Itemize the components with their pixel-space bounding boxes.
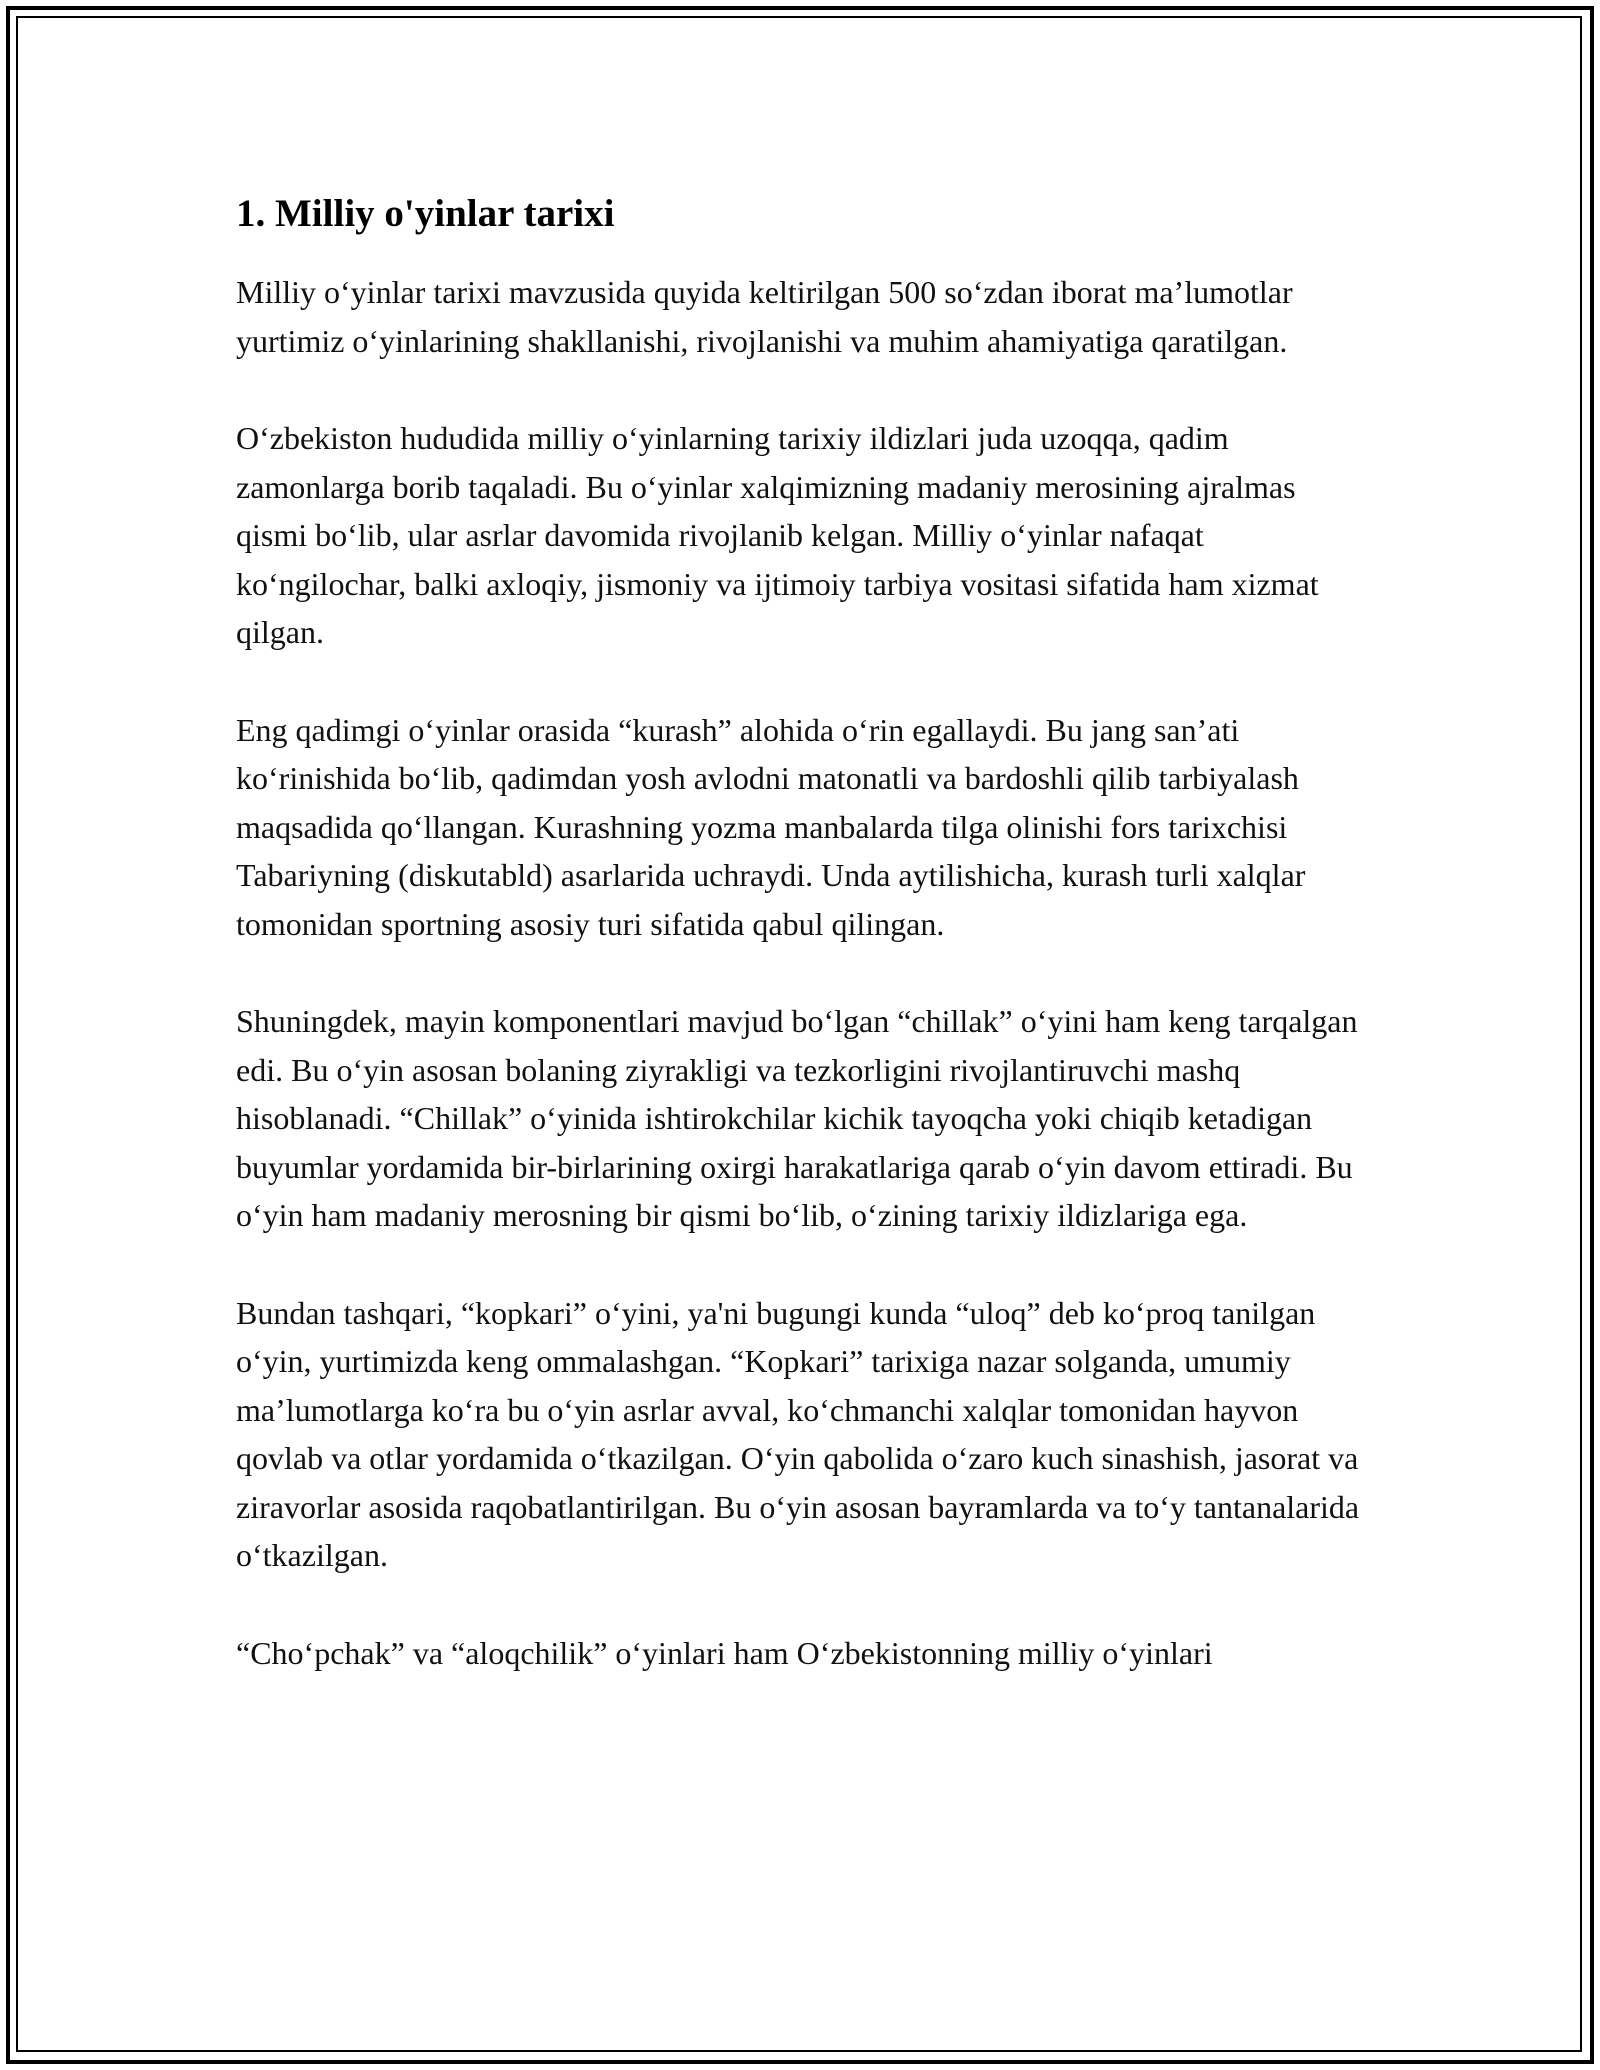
paragraph-intro: Milliy o‘yinlar tarixi mavzusida quyida keltirilgan 500 so‘zdan iborat ma’lumotlar yurtimiz o‘yinlarining shakllanishi, rivojlanishi va muhim ahamiyatiga qaratilgan. xyxy=(236,274,1293,359)
paragraph-kurash: Eng qadimgi o‘yinlar orasida “kurash” alohida o‘rin egallaydi. Bu jang san’ati ko‘rinishida bo‘lib, qadimdan yosh avlodni matonatli va bardoshli qilib tarbiyalash maqsadida qo‘llangan. Kurashning yozma manbalarda tilga olinishi fors tarixchisi Tabariyning (diskutabld) asarlarida uchraydi. Unda aytilishicha, kurash turli xalqlar tomonidan sportning asosiy turi sifatida qabul qilingan. xyxy=(236,711,1306,942)
paragraph-chillak: Shuningdek, mayin komponentlari mavjud bo‘lgan “chillak” o‘yini ham keng tarqalgan edi. Bu o‘yin asosan bolaning ziyrakligi va tezkorligini rivojlantiruvchi mashq hisoblanadi. “Chillak” o‘yinida ishtirokchilar kichik tayoqcha yoki chiqib ketadigan buyumlar yordamida bir-birlarining oxirgi harakatlariga qarab o‘yin davom ettiradi. Bu o‘yin ham madaniy merosning bir qismi bo‘lib, o‘zining tarixiy ildizlariga ega. xyxy=(236,1003,1358,1233)
paragraph-kopkari: Bundan tashqari, “kopkari” o‘yini, ya'ni bugungi kunda “uloq” deb ko‘proq tanilgan o‘yin, yurtimizda keng ommalashgan. “Kopkari” tarixiga nazar solganda, umumiy ma’lumotlarga ko‘ra bu o‘yin asrlar avval, ko‘chmanchi xalqlar tomonidan hayvon qovlab va otlar yordamida o‘tkazilgan. O‘yin qabolida o‘zaro kuch sinashish, jasorat va ziravorlar asosida raqobatlantirilgan. Bu o‘yin asosan bayramlarda va to‘y tantanalarida o‘tkazilgan. xyxy=(236,1294,1360,1573)
paragraph-chopchak: “Cho‘pchak” va “aloqchilik” o‘yinlari ham O‘zbekistonning milliy o‘yinlari xyxy=(236,1634,1213,1671)
paragraph-history-roots: O‘zbekiston hududida milliy o‘yinlarning tarixiy ildizlari juda uzoqqa, qadim zamonlarga borib taqaladi. Bu o‘yinlar xalqimizning madaniy merosining ajralmas qismi bo‘lib, ular asrlar davomida rivojlanib kelgan. Milliy o‘yinlar nafaqat ko‘ngilochar, balki axloqiy, jismoniy va ijtimoiy tarbiya vositasi sifatida ham xizmat qilgan. xyxy=(236,420,1319,650)
document-body xyxy=(236,188,1366,1726)
section-heading: 1. Milliy o'yinlar tarixi xyxy=(236,192,615,235)
